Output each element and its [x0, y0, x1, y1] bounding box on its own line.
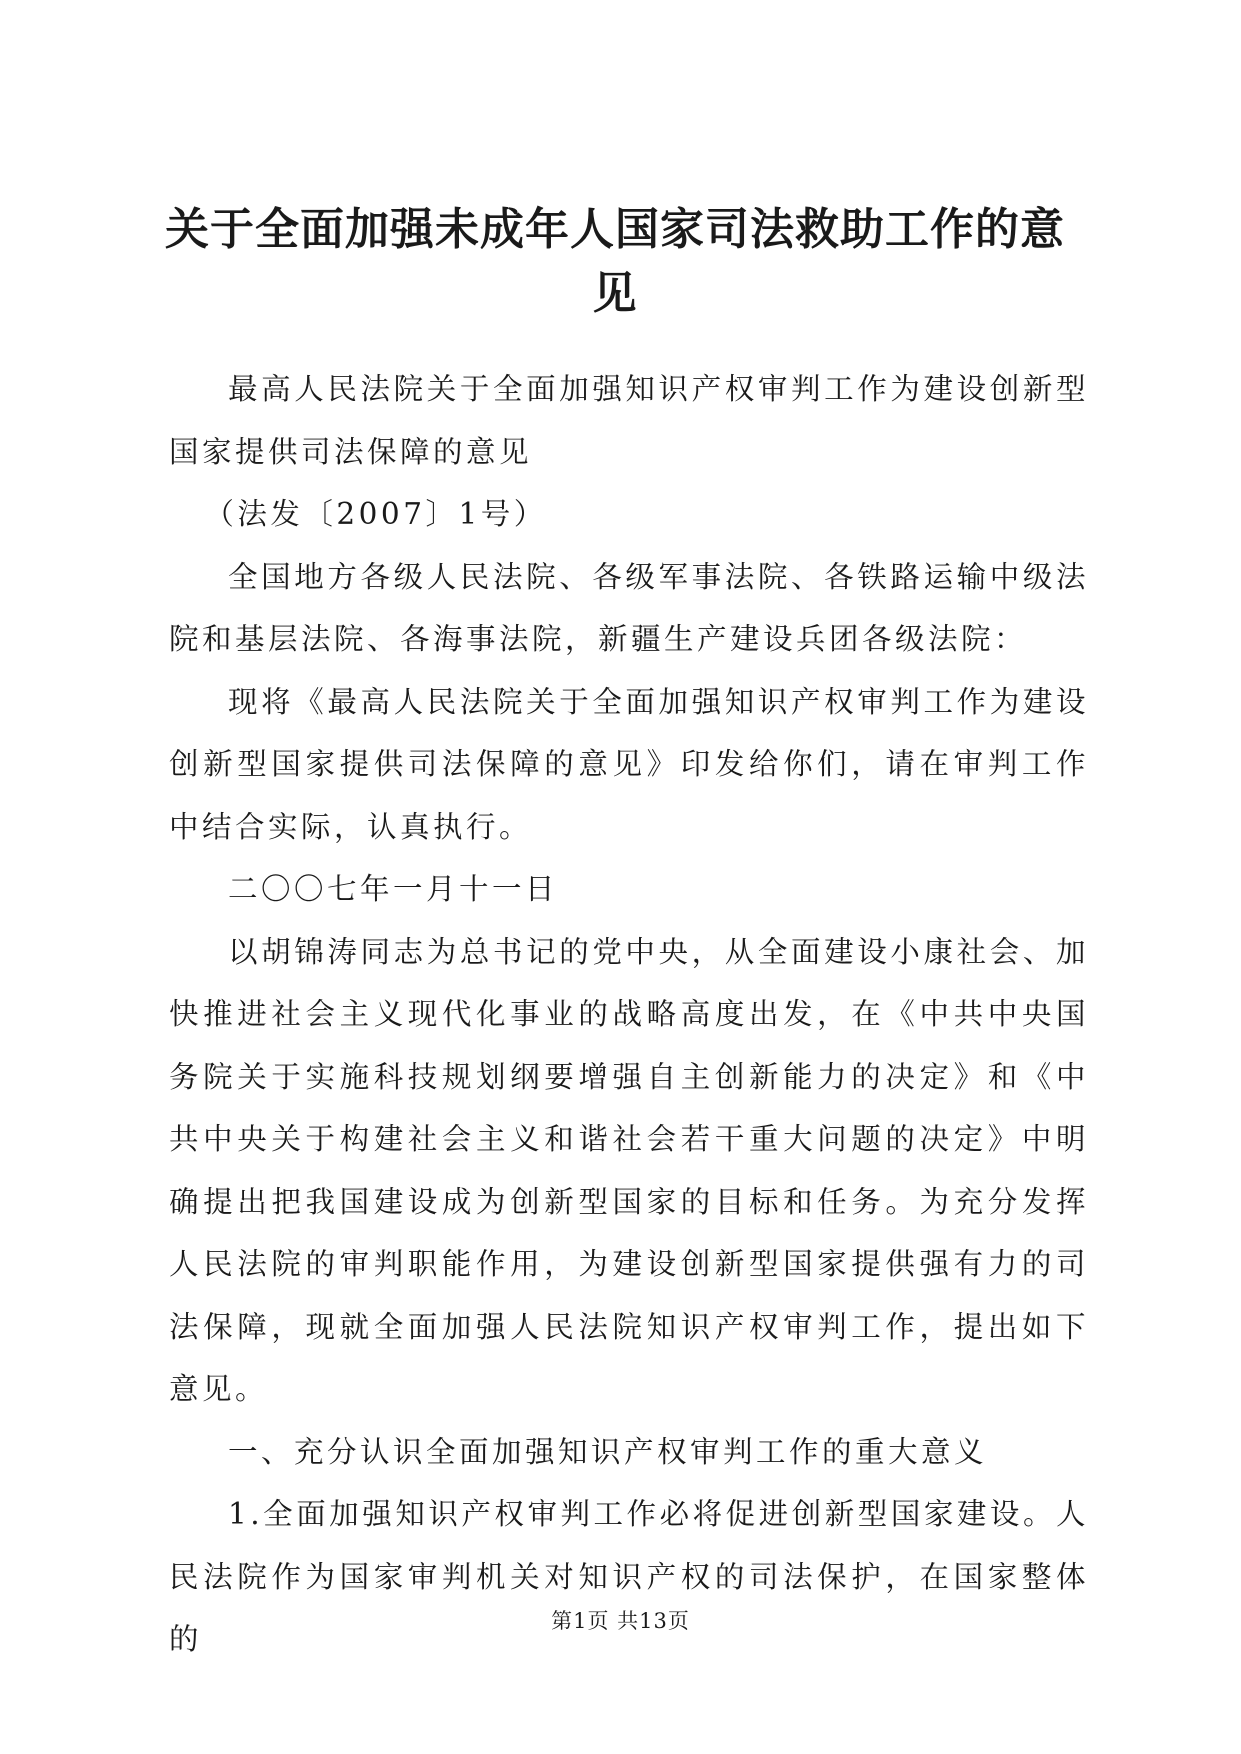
section-paragraph: 1.全面加强知识产权审判工作必将促进创新型国家建设。人民法院作为国家审判机关对知识产权的司法保护，在国家整体的	[169, 1497, 1089, 1656]
document-body	[169, 358, 1089, 1671]
document-number: （法发〔2007〕1号）	[204, 497, 547, 531]
subtitle-paragraph: 最高人民法院关于全面加强知识产权审判工作为建设创新型国家提供司法保障的意见	[169, 372, 1089, 469]
document-title: 关于全面加强未成年人国家司法救助工作的意见	[165, 204, 1065, 319]
section-heading: 一、充分认识全面加强知识产权审判工作的重大意义	[228, 1434, 988, 1469]
date-paragraph: 二〇〇七年一月十一日	[228, 872, 559, 906]
notice-paragraph: 现将《最高人民法院关于全面加强知识产权审判工作为建设创新型国家提供司法保障的意见》印发给你们，请在审判工作中结合实际，认真执行。	[169, 684, 1089, 844]
preamble-paragraph: 以胡锦涛同志为总书记的党中央，从全面建设小康社会、加快推进社会主义现代化事业的战略高度出发，在《中共中央国务院关于实施科技规划纲要增强自主创新能力的决定》和《中共中央关于构建社会主义和谐社会若干重大问题的决定》中明确提出把我国建设成为创新型国家的目标和任务。为充分发挥人民法院的审判职能作用，为建设创新型国家提供强有力的司法保障，现就全面加强人民法院知识产权审判工作，提出如下意见。	[169, 934, 1089, 1406]
page-footer: 第1页 共13页	[551, 1609, 690, 1633]
addressee-paragraph: 全国地方各级人民法院、各级军事法院、各铁路运输中级法院和基层法院、各海事法院，新疆生产建设兵团各级法院：	[169, 559, 1089, 656]
